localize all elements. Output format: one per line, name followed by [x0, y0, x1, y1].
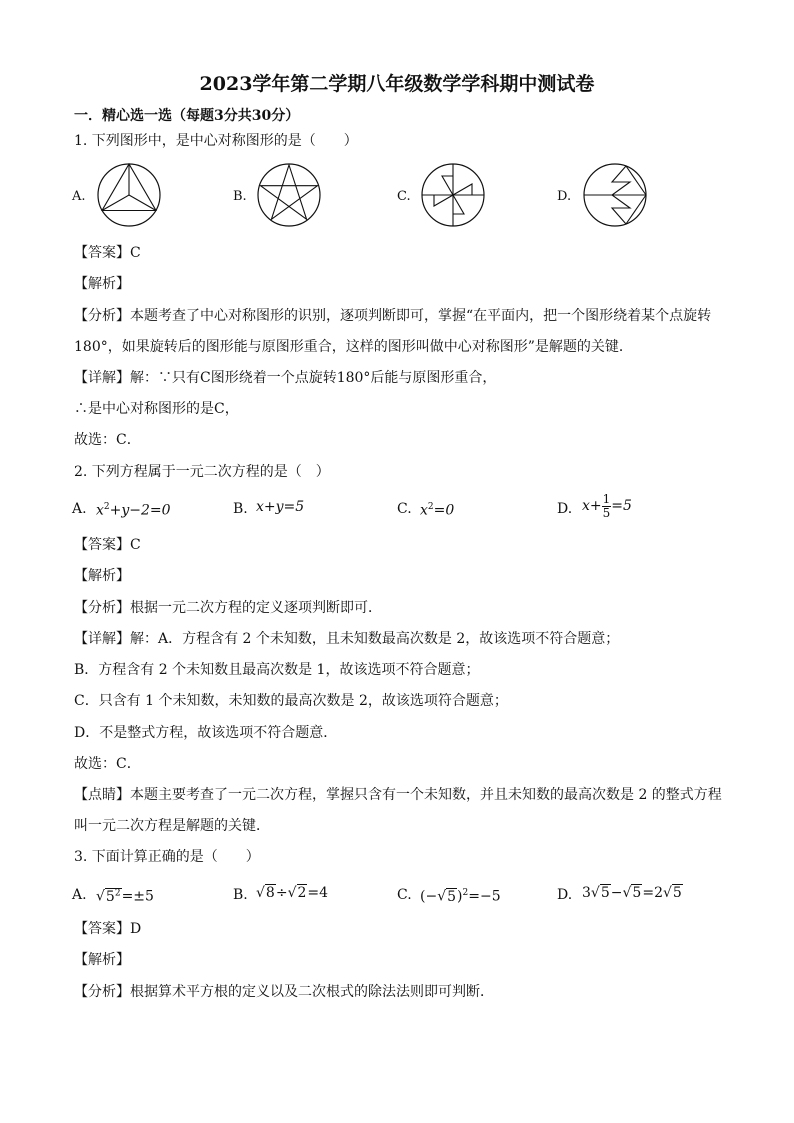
- q1-option-a-figure: [96, 162, 162, 228]
- q2-comment-line-2: 叫一元二次方程是解题的关键．: [74, 818, 270, 834]
- q2-stem: 2. 下列方程属于一元二次方程的是（ ）: [74, 464, 330, 480]
- q1-conclusion: 故选：C．: [74, 432, 141, 448]
- q3-option-c-radicand: 5: [447, 888, 457, 905]
- q2-option-d-denominator: 5: [602, 505, 611, 520]
- q3-analysis-heading: 【解析】: [74, 952, 130, 968]
- q3-analysis: 【分析】根据算术平方根的定义以及二次根式的除法法则即可判断．: [74, 984, 494, 1000]
- q3-option-d-label: D.: [557, 887, 573, 903]
- q3-option-c-close-paren: ): [457, 888, 463, 905]
- q2-option-b-equation: x+y=5: [256, 499, 305, 515]
- q2-option-a-label: A.: [72, 501, 87, 517]
- q3-option-d-radicand-3: 5: [672, 885, 682, 901]
- q3-option-b-radicand-1: 8: [265, 885, 275, 901]
- q3-option-c-prefix: (−: [420, 888, 438, 905]
- q3-option-b-rest: =4: [307, 885, 329, 901]
- q3-option-d-radicand-1: 5: [600, 885, 610, 901]
- q3-option-a-radicand-value: 5: [105, 888, 115, 905]
- q3-option-b-radicand-2: 2: [297, 885, 307, 901]
- q1-detail-line-1: 【详解】解：∵只有C图形绕着一个点旋转180°后能与原图形重合，: [74, 370, 497, 386]
- q2-option-b-label: B.: [233, 501, 248, 517]
- q1-option-d-figure: [582, 162, 648, 228]
- q2-option-c-label: C.: [397, 501, 412, 517]
- q1-option-b-label: B.: [233, 189, 247, 204]
- q2-option-a-rest: +y−2=0: [109, 502, 171, 519]
- q2-option-a-equation: [96, 498, 171, 520]
- q2-option-a-exponent: 2: [103, 502, 110, 512]
- q3-option-c-label: C.: [397, 887, 412, 903]
- q1-option-c-figure: [420, 162, 486, 228]
- q2-detail-line-1: 【详解】解：A．方程含有 2 个未知数，且未知数最高次数是 2，故该选项不符合题意；: [74, 631, 620, 647]
- q2-answer: 【答案】C: [74, 537, 141, 553]
- section-heading: 一．精心选一选（每题3分共30分）: [74, 108, 300, 124]
- q3-option-d-coefficient: 3: [582, 885, 591, 901]
- q2-option-c-rest: =0: [433, 502, 455, 519]
- q1-answer: 【答案】C: [74, 245, 141, 261]
- q2-option-c-var: x: [420, 502, 428, 519]
- q1-option-a-label: A.: [72, 189, 86, 204]
- q3-option-b-expression: √8÷√2=4: [256, 885, 329, 901]
- q1-stem: 1. 下列图形中，是中心对称图形的是（ ）: [74, 133, 358, 149]
- q3-option-d-operator: −: [610, 885, 623, 901]
- q2-comment-line-1: 【点睛】本题主要考查了一元二次方程，掌握只含有一个未知数，并且未知数的最高次数是 2 的整式方程: [74, 787, 722, 803]
- q2-option-d-equation: [582, 491, 632, 521]
- q2-analysis: 【分析】根据一元二次方程的定义逐项判断即可．: [74, 600, 382, 616]
- q3-option-b-label: B.: [233, 887, 248, 903]
- q1-option-d-label: D.: [557, 189, 572, 204]
- q1-detail-line-2: ∴是中心对称图形的是C，: [74, 401, 239, 417]
- q3-option-a-exponent: 2: [114, 888, 121, 898]
- q3-answer: 【答案】D: [74, 921, 142, 937]
- q1-option-c-label: C.: [397, 189, 411, 204]
- q3-option-a-label: A.: [72, 887, 87, 903]
- q2-option-d-post: =5: [611, 498, 632, 514]
- q2-option-d-numerator: 1: [602, 491, 611, 506]
- q2-conclusion: 故选：C．: [74, 756, 141, 772]
- q2-analysis-heading: 【解析】: [74, 568, 130, 584]
- q1-analysis-line-1: 【分析】本题考查了中心对称图形的识别，逐项判断即可，掌握“在平面内，把一个图形绕着某个点旋转: [74, 308, 712, 324]
- q3-option-d-expression: 3√5−√5=2√5: [582, 885, 682, 901]
- q2-option-c-equation: [420, 498, 454, 520]
- q2-option-d-label: D.: [557, 501, 573, 517]
- q2-option-a-var: x: [96, 502, 104, 519]
- q2-detail-line-3: C．只含有 1 个未知数，未知数的最高次数是 2，故该选项符合题意；: [74, 693, 508, 709]
- q3-option-c-exponent: 2: [462, 888, 469, 898]
- q3-option-d-radicand-2: 5: [632, 885, 642, 901]
- q3-option-b-operator: ÷: [275, 885, 288, 901]
- q3-option-a-rest: =±5: [121, 888, 154, 905]
- q2-detail-line-2: B．方程含有 2 个未知数且最高次数是 1，故该选项不符合题意；: [74, 662, 480, 678]
- q3-option-a-radicand: [105, 888, 122, 905]
- q1-analysis-line-2: 180°，如果旋转后的图形能与原图形重合，这样的图形叫做中心对称图形”是解题的关键．: [74, 339, 633, 355]
- q3-option-c-expression: $(-√5)^2=-5$: [420, 888, 501, 905]
- q3-option-d-equals: =2: [642, 885, 663, 901]
- q2-option-c-exponent: 2: [427, 502, 434, 512]
- q2-option-d-pre: x+: [582, 498, 602, 514]
- q2-detail-line-4: D．不是整式方程，故该选项不符合题意．: [74, 725, 338, 741]
- page-title: 2023学年第二学期八年级数学学科期中测试卷: [199, 73, 595, 95]
- q1-option-b-figure: [256, 162, 322, 228]
- q1-analysis-heading: 【解析】: [74, 276, 130, 292]
- q3-stem: 3. 下面计算正确的是（ ）: [74, 849, 260, 865]
- q3-option-a-expression: $√5^2=\pm 5$: [96, 888, 154, 905]
- q2-option-d-fraction: [602, 493, 612, 520]
- q3-option-c-rest: =−5: [468, 888, 501, 905]
